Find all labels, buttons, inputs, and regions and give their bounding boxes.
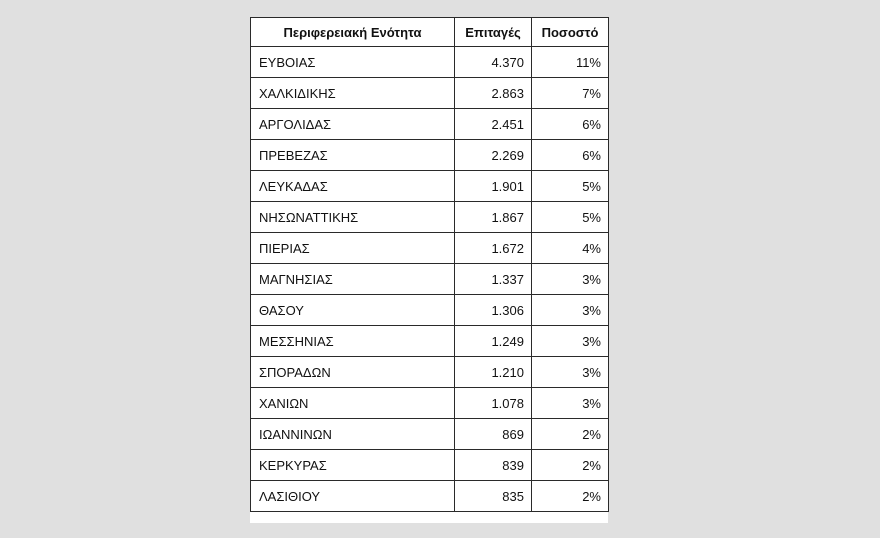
header-percent: Ποσοστό (532, 18, 609, 47)
checks-cell: 1.249 (455, 326, 532, 357)
checks-cell: 1.078 (455, 388, 532, 419)
table-row (251, 481, 609, 512)
region-cell: ΘΑΣΟΥ (251, 295, 455, 326)
table-row (251, 388, 609, 419)
checks-cell: 835 (455, 481, 532, 512)
table-row (251, 326, 609, 357)
table-row (251, 202, 609, 233)
data-table (250, 17, 609, 512)
checks-cell: 839 (455, 450, 532, 481)
region-cell: ΝΗΣΩΝΑΤΤΙΚΗΣ (251, 202, 455, 233)
percent-cell: 3% (532, 295, 609, 326)
header-region: Περιφερειακή Ενότητα (251, 18, 455, 47)
percent-cell: 2% (532, 481, 609, 512)
region-cell: ΣΠΟΡΑΔΩΝ (251, 357, 455, 388)
region-cell: ΧΑΛΚΙΔΙΚΗΣ (251, 78, 455, 109)
region-cell: ΜΑΓΝΗΣΙΑΣ (251, 264, 455, 295)
percent-cell: 5% (532, 202, 609, 233)
checks-cell: 1.901 (455, 171, 532, 202)
percent-cell: 3% (532, 357, 609, 388)
table-header (251, 18, 609, 47)
checks-cell: 1.672 (455, 233, 532, 264)
checks-cell: 2.863 (455, 78, 532, 109)
region-cell: ΕΥΒΟΙΑΣ (251, 47, 455, 78)
region-cell: ΛΕΥΚΑΔΑΣ (251, 171, 455, 202)
table-row (251, 140, 609, 171)
table-body (251, 47, 609, 512)
percent-cell: 2% (532, 450, 609, 481)
table-row (251, 450, 609, 481)
region-cell: ΠΡΕΒΕΖΑΣ (251, 140, 455, 171)
region-cell: ΑΡΓΟΛΙΔΑΣ (251, 109, 455, 140)
checks-cell: 4.370 (455, 47, 532, 78)
region-cell: ΜΕΣΣΗΝΙΑΣ (251, 326, 455, 357)
percent-cell: 11% (532, 47, 609, 78)
table-row (251, 233, 609, 264)
checks-cell: 2.451 (455, 109, 532, 140)
header-checks: Επιταγές (455, 18, 532, 47)
table-row (251, 47, 609, 78)
table-row (251, 109, 609, 140)
region-cell: ΧΑΝΙΩΝ (251, 388, 455, 419)
percent-cell: 5% (532, 171, 609, 202)
percent-cell: 3% (532, 264, 609, 295)
percent-cell: 4% (532, 233, 609, 264)
table-sheet (250, 17, 608, 523)
percent-cell: 3% (532, 326, 609, 357)
checks-cell: 2.269 (455, 140, 532, 171)
table-row (251, 171, 609, 202)
region-cell: ΚΕΡΚΥΡΑΣ (251, 450, 455, 481)
region-cell: ΛΑΣΙΘΙΟΥ (251, 481, 455, 512)
header-row (251, 18, 609, 47)
table-row (251, 78, 609, 109)
percent-cell: 2% (532, 419, 609, 450)
checks-cell: 1.867 (455, 202, 532, 233)
table-row (251, 295, 609, 326)
percent-cell: 7% (532, 78, 609, 109)
table-row (251, 419, 609, 450)
region-cell: ΙΩΑΝΝΙΝΩΝ (251, 419, 455, 450)
table-row (251, 264, 609, 295)
checks-cell: 1.337 (455, 264, 532, 295)
checks-cell: 1.210 (455, 357, 532, 388)
percent-cell: 6% (532, 109, 609, 140)
percent-cell: 3% (532, 388, 609, 419)
percent-cell: 6% (532, 140, 609, 171)
checks-cell: 869 (455, 419, 532, 450)
region-cell: ΠΙΕΡΙΑΣ (251, 233, 455, 264)
table-row (251, 357, 609, 388)
checks-cell: 1.306 (455, 295, 532, 326)
